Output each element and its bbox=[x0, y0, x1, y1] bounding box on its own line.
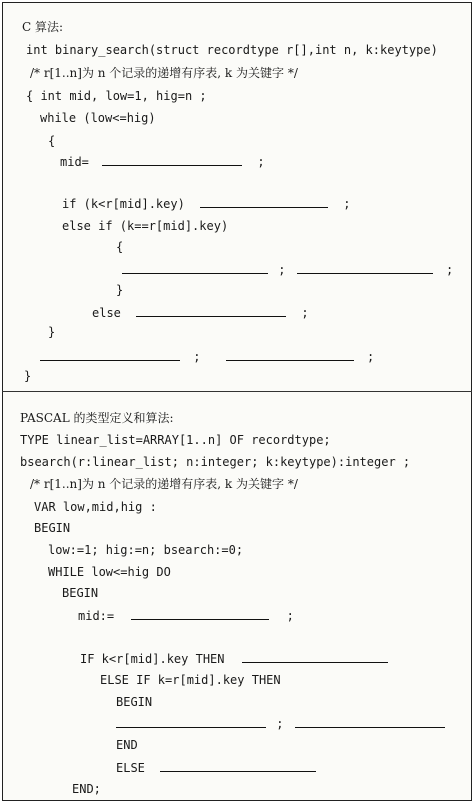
c-inner-line bbox=[122, 262, 453, 277]
c-else-semi: ; bbox=[301, 306, 309, 320]
c-inner-semi-2: ; bbox=[445, 263, 454, 277]
c-mid-blank[interactable] bbox=[102, 154, 242, 166]
c-inner-blank-2[interactable] bbox=[297, 262, 433, 274]
pascal-init-line: low:=1; hig:=n; bsearch:=0; bbox=[48, 543, 244, 557]
pascal-inner-semi: ; bbox=[276, 717, 284, 731]
pascal-mid-line bbox=[78, 608, 294, 623]
c-after-blank-2[interactable] bbox=[226, 349, 354, 361]
pascal-comment-line: /* r[1..n]为 n 个记录的递增有序表, k 为关键字 */ bbox=[30, 477, 298, 491]
pascal-else-line bbox=[116, 760, 316, 775]
c-close-brace: } bbox=[48, 325, 56, 339]
pascal-mid-blank[interactable] bbox=[131, 608, 269, 620]
pascal-var-line: VAR low,mid,hig : bbox=[34, 500, 157, 514]
c-else-line bbox=[92, 305, 309, 320]
c-if-label: if (k<r[mid].key) bbox=[62, 197, 185, 211]
pascal-if-blank[interactable] bbox=[242, 651, 388, 663]
c-after-blank-1[interactable] bbox=[40, 349, 180, 361]
c-comment-line: /* r[1..n]为 n 个记录的递增有序表, k 为关键字 */ bbox=[30, 66, 298, 80]
pascal-else-blank[interactable] bbox=[160, 760, 316, 772]
c-mid-semi: ; bbox=[257, 155, 265, 169]
c-end-brace: } bbox=[24, 369, 32, 383]
c-elseif-line: else if (k==r[mid].key) bbox=[62, 219, 229, 233]
pascal-while-line: WHILE low<=hig DO bbox=[48, 565, 171, 579]
pascal-begin-3-line: BEGIN bbox=[116, 695, 153, 709]
pascal-inner-blank-1[interactable] bbox=[116, 716, 266, 728]
pascal-section-title: PASCAL 的类型定义和算法: bbox=[20, 411, 174, 425]
c-after-loop-line bbox=[40, 349, 374, 364]
c-after-semi-1: ; bbox=[193, 350, 201, 364]
pascal-mid-label: mid:= bbox=[78, 609, 115, 623]
pascal-else-label: ELSE bbox=[116, 761, 145, 775]
pascal-begin-2-line: BEGIN bbox=[62, 586, 99, 600]
c-mid-line bbox=[60, 154, 265, 169]
pascal-if-line bbox=[80, 651, 388, 666]
pascal-func-line: bsearch(r:linear_list; n:integer; k:keytype):integer ; bbox=[20, 455, 411, 469]
c-while-line: while (low<=hig) bbox=[40, 111, 156, 125]
pascal-mid-semi: ; bbox=[286, 609, 294, 623]
c-signature-line: int binary_search(struct recordtype r[],int n, k:keytype) bbox=[26, 43, 438, 57]
c-mid-label: mid= bbox=[60, 155, 89, 169]
c-open-brace: { bbox=[48, 134, 56, 148]
c-if-line bbox=[62, 196, 351, 211]
pascal-inner-line bbox=[116, 716, 445, 731]
c-if-blank[interactable] bbox=[200, 196, 328, 208]
c-after-semi-2: ; bbox=[366, 350, 375, 364]
c-else-label: else bbox=[92, 306, 121, 320]
pascal-begin-line: BEGIN bbox=[34, 521, 71, 535]
pascal-end-line: END; bbox=[72, 782, 101, 796]
c-open-brace-2: { bbox=[116, 240, 124, 254]
pascal-end-3-line: END bbox=[116, 738, 138, 752]
c-else-blank[interactable] bbox=[136, 305, 286, 317]
pascal-inner-blank-2[interactable] bbox=[295, 716, 445, 728]
pascal-if-label: IF k<r[mid].key THEN bbox=[80, 652, 225, 666]
pascal-elseif-line: ELSE IF k=r[mid].key THEN bbox=[100, 673, 281, 687]
c-close-brace-2: } bbox=[116, 283, 124, 297]
c-decl-line: { int mid, low=1, hig=n ; bbox=[26, 89, 207, 103]
c-inner-blank-1[interactable] bbox=[122, 262, 268, 274]
c-if-semi: ; bbox=[343, 197, 351, 211]
c-inner-semi-1: ; bbox=[278, 263, 286, 277]
section-divider bbox=[2, 391, 472, 392]
c-section-title: C 算法: bbox=[22, 20, 64, 34]
pascal-type-line: TYPE linear_list=ARRAY[1..n] OF recordtype; bbox=[20, 433, 331, 447]
